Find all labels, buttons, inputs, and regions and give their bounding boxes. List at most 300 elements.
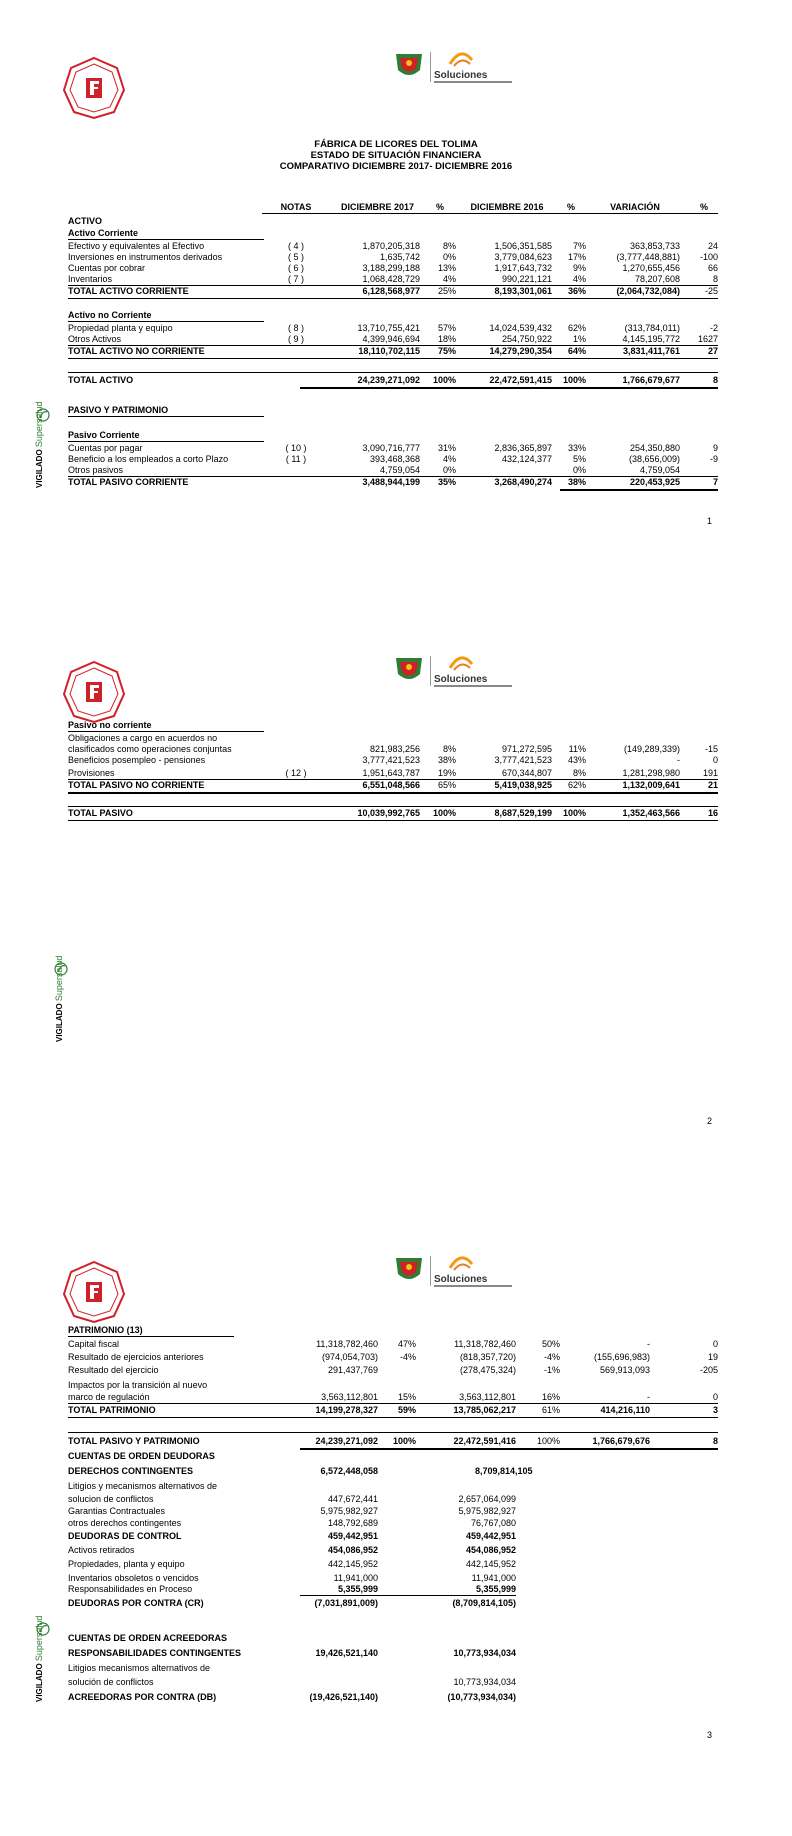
row-variacion: - [647, 1339, 650, 1349]
total-pct-2016: 36% [567, 286, 586, 296]
acreedoras-row [0, 1633, 792, 1644]
orden-value-2017: 5,355,999 [337, 1584, 378, 1594]
section-anc-label: Activo no Corriente [68, 310, 152, 320]
row-pct-var: 8 [712, 274, 718, 284]
table-row [0, 454, 792, 465]
orden-label: solucion de conflictos [68, 1494, 154, 1504]
soluciones-swirl-icon [448, 50, 474, 68]
row-label: Capital fiscal [68, 1339, 120, 1349]
row-pct-2016: -1% [543, 1365, 560, 1375]
table-row [0, 755, 792, 766]
total-pasivo-row [0, 808, 792, 819]
double-rule [300, 1448, 718, 1450]
row-notas: ( 4 ) [287, 241, 304, 251]
row-pct-var: 9 [712, 443, 718, 453]
row-value-2016: 3,563,112,801 [459, 1392, 516, 1402]
acreedoras-value-2017: 19,426,521,140 [315, 1648, 378, 1658]
header-rule [262, 213, 718, 214]
section-activo [0, 216, 792, 227]
vigilado-label: VIGILADO [55, 1003, 64, 1042]
total-rule [68, 806, 718, 807]
section-rule [68, 731, 264, 732]
row-value-2017: 13,710,755,421 [357, 323, 420, 333]
total-pct-var: 8 [712, 375, 718, 385]
row-label-line1: Impactos por la transición al nuevo [68, 1380, 208, 1390]
tolima-coat-of-arms-icon [392, 1254, 426, 1284]
total-value-2016: 22,472,591,416 [453, 1436, 516, 1446]
total-rule [68, 372, 718, 373]
table-row [0, 241, 792, 252]
row-pct-2017: 8% [442, 241, 456, 251]
orden-label: Inventarios obsoletos o vencidos [68, 1573, 199, 1583]
double-rule [560, 489, 718, 491]
row-pct-2017: 0% [442, 252, 456, 262]
total-label: TOTAL PASIVO NO CORRIENTE [68, 780, 205, 790]
double-rule [68, 792, 718, 794]
total-row [0, 286, 792, 297]
row-pct-2017: 4% [442, 454, 456, 464]
orden-value-2017: 5,975,982,927 [320, 1506, 378, 1516]
orden-label: CUENTAS DE ORDEN DEUDORAS [68, 1451, 215, 1461]
vigilado-supersalud-badge [34, 401, 74, 488]
row-label: Provisiones [68, 768, 115, 778]
row-notas: ( 10 ) [285, 443, 307, 453]
tolima-coat-of-arms-icon [392, 654, 426, 684]
orden-value-2017: 442,145,952 [327, 1559, 378, 1569]
row-value-2016: 1,917,643,732 [494, 263, 552, 273]
header-logos [392, 654, 512, 690]
total-activo-row [0, 375, 792, 386]
acreedoras-label: CUENTAS DE ORDEN ACREEDORAS [68, 1633, 228, 1643]
row-pct-var: 24 [707, 241, 718, 251]
total-pct-var: 16 [707, 808, 718, 818]
logo-divider [430, 1256, 431, 1286]
orden-row [0, 1573, 792, 1584]
row-variacion: 363,853,733 [629, 241, 680, 251]
row-value-2017: 3,090,716,777 [362, 443, 420, 453]
total-label: TOTAL ACTIVO [68, 375, 134, 385]
total-label: TOTAL PASIVO [68, 808, 133, 818]
total-variacion: 220,453,925 [629, 477, 680, 487]
row-pct-2016: 4% [572, 274, 586, 284]
section-pc-label: Pasivo Corriente [68, 430, 140, 440]
total-pct-2017: 59% [397, 1405, 416, 1415]
acreedoras-value-2016: (10,773,934,034) [447, 1692, 516, 1702]
vigilado-text [34, 1616, 44, 1702]
row-value-2017: 3,777,421,523 [362, 755, 420, 765]
row-pct-2017: 15% [397, 1392, 416, 1402]
section-pasivo-patrimonio [0, 405, 792, 416]
orden-label: otros derechos contingentes [68, 1518, 182, 1528]
header-logos [392, 50, 512, 86]
total-variacion: (2,064,732,084) [616, 286, 680, 296]
row-value-2016: 990,221,121 [501, 274, 552, 284]
row-notas: ( 6 ) [287, 263, 304, 273]
acreedoras-value-2017: (19,426,521,140) [309, 1692, 378, 1702]
orden-row [0, 1584, 792, 1595]
row-pct-2016: 7% [572, 241, 586, 251]
row-pct-var: 0 [712, 1339, 718, 1349]
total-pct-var: 7 [712, 477, 718, 487]
vigilado-supersalud-badge [34, 1615, 74, 1702]
row-value-2016: 3,779,084,623 [494, 252, 552, 262]
row-label: clasificados como operaciones conjuntas [68, 744, 232, 754]
row-pct-2016: 9% [572, 263, 586, 273]
col-variacion: VARIACIÓN [610, 202, 660, 212]
total-value-2016: 3,268,490,274 [494, 477, 552, 487]
total-variacion: 1,766,679,677 [622, 375, 680, 385]
soluciones-underline [434, 685, 512, 687]
table-row [0, 465, 792, 476]
row-pct-2017: -4% [399, 1352, 416, 1362]
row-value-2017: 11,318,782,460 [316, 1339, 378, 1349]
acreedoras-row [0, 1677, 792, 1688]
row-notas: ( 7 ) [287, 274, 304, 284]
orden-label: DEUDORAS POR CONTRA (CR) [68, 1598, 204, 1608]
row-value-2017: 1,635,742 [379, 252, 420, 262]
table-row [0, 252, 792, 263]
row-variacion: 1,270,655,456 [622, 263, 680, 273]
orden-row [0, 1545, 792, 1556]
soluciones-underline [434, 81, 512, 83]
section-rule [68, 416, 264, 417]
row-pct-2017: 8% [442, 744, 456, 754]
soluciones-logo [434, 50, 514, 84]
total-value-2017: 14,199,278,327 [315, 1405, 378, 1415]
row-variacion: (149,289,339) [623, 744, 680, 754]
total-value-2016: 13,785,062,217 [453, 1405, 516, 1415]
supersalud-label: Supersalud [34, 401, 44, 448]
row-variacion: (313,784,011) [624, 323, 680, 333]
row-value-2017: 1,870,205,318 [362, 241, 420, 251]
row-pct-2016: 50% [541, 1339, 560, 1349]
double-rule [300, 387, 718, 389]
orden-row [0, 1451, 792, 1462]
table-row [0, 768, 792, 779]
row-pct-2016: 1% [572, 334, 586, 344]
orden-label: Garantias Contractuales [68, 1506, 166, 1516]
total-label: TOTAL ACTIVO NO CORRIENTE [68, 346, 205, 356]
row-pct-2016: -4% [543, 1352, 560, 1362]
orden-value-2016: 442,145,952 [465, 1559, 516, 1569]
row-value-2016: 432,124,377 [501, 454, 552, 464]
col-pct-2016: % [566, 202, 575, 212]
orden-value-2016: 2,657,064,099 [458, 1494, 516, 1504]
table-row [0, 1352, 792, 1363]
row-pct-2016: 17% [567, 252, 586, 262]
row-value-2016: 1,506,351,585 [494, 241, 552, 251]
row-variacion: 4,759,054 [639, 465, 680, 475]
row-pct-2017: 31% [437, 443, 456, 453]
orden-value-2016: 8,709,814,105 [475, 1466, 533, 1476]
table-row [0, 744, 792, 755]
section-patrimonio [0, 1325, 792, 1336]
orden-value-2016: 76,767,080 [470, 1518, 516, 1528]
page-number: 2 [707, 1116, 713, 1126]
total-pct-2016: 61% [541, 1405, 560, 1415]
table-row [0, 1392, 792, 1403]
row-pct-var: 0 [712, 1392, 718, 1402]
row-label: Inventarios [68, 274, 113, 284]
orden-row [0, 1494, 792, 1505]
orden-row [0, 1531, 792, 1542]
vigilado-label: VIGILADO [35, 1663, 44, 1702]
orden-row [0, 1598, 792, 1609]
section-activo-corriente [0, 228, 792, 239]
orden-value-2017: (7,031,891,009) [314, 1598, 378, 1608]
col-pct-var: % [699, 202, 708, 212]
total-value-2017: 3,488,944,199 [362, 477, 420, 487]
section-rule [68, 321, 264, 322]
row-notas: ( 11 ) [285, 454, 307, 464]
row-notas: ( 8 ) [287, 323, 304, 333]
soluciones-text: Soluciones [434, 70, 488, 81]
total-pct-2017: 75% [437, 346, 456, 356]
orden-value-2016: 454,086,952 [465, 1545, 516, 1555]
section-rule [68, 441, 264, 442]
soluciones-swirl-icon [448, 654, 474, 672]
acreedoras-label: ACREEDORAS POR CONTRA (DB) [68, 1692, 217, 1702]
row-value-2016: (818,357,720) [459, 1352, 516, 1362]
orden-value-2017: 11,941,000 [333, 1573, 378, 1583]
total-variacion: 1,132,009,641 [622, 780, 680, 790]
orden-row [0, 1518, 792, 1529]
row-value-2017: 1,068,428,729 [362, 274, 420, 284]
logo-divider [430, 656, 431, 686]
table-row-continuation [0, 733, 792, 744]
row-variacion: 254,350,880 [629, 443, 680, 453]
section-rule [68, 239, 264, 240]
total-value-2017: 6,551,048,566 [362, 780, 420, 790]
total-value-2016: 5,419,038,925 [494, 780, 552, 790]
row-pct-var: -100 [699, 252, 718, 262]
total-pct-2017: 100% [392, 1436, 416, 1446]
row-pct-2016: 0% [572, 465, 586, 475]
row-pct-var: 0 [712, 755, 718, 765]
total-pct-2016: 38% [567, 477, 586, 487]
orden-value-2016: 5,975,982,927 [458, 1506, 516, 1516]
row-pct-var: -2 [709, 323, 718, 333]
orden-value-2017: 454,086,952 [327, 1545, 378, 1555]
table-row [0, 1339, 792, 1350]
row-value-2016: 2,836,365,897 [494, 443, 552, 453]
row-label: Resultado del ejercicio [68, 1365, 159, 1375]
page-1 [0, 0, 792, 560]
row-variacion: (38,656,009) [628, 454, 680, 464]
table-row-continuation [0, 1380, 792, 1391]
row-pct-2017: 4% [442, 274, 456, 284]
total-pct-var: 3 [712, 1405, 718, 1415]
total-value-2017: 10,039,992,765 [357, 808, 420, 818]
total-pct-2017: 100% [432, 808, 456, 818]
row-value-2016: 971,272,595 [501, 744, 552, 754]
table-row [0, 1365, 792, 1376]
total-pct-var: 27 [707, 346, 718, 356]
total-variacion: 3,831,411,761 [622, 346, 680, 356]
table-row [0, 274, 792, 285]
column-header-row [0, 202, 792, 213]
orden-label: Activos retirados [68, 1545, 135, 1555]
total-rule [68, 1417, 718, 1418]
row-label: Otros Activos [68, 334, 122, 344]
soluciones-logo [434, 1254, 514, 1288]
total-pct-2016: 100% [562, 375, 586, 385]
row-value-2017: 393,468,368 [369, 454, 420, 464]
row-pct-2017: 57% [437, 323, 456, 333]
total-label: TOTAL ACTIVO CORRIENTE [68, 286, 189, 296]
row-variacion: 4,145,195,772 [622, 334, 680, 344]
soluciones-logo [434, 654, 514, 688]
row-variacion: (3,777,448,881) [616, 252, 680, 262]
row-value-2017: 3,188,299,188 [362, 263, 420, 273]
table-row [0, 334, 792, 345]
row-value-2017: 4,759,054 [379, 465, 420, 475]
total-value-2017: 18,110,702,115 [358, 346, 420, 356]
section-rule [68, 1336, 234, 1337]
acreedoras-label: Litigios mecanismos alternativos de [68, 1663, 211, 1673]
report-title [0, 139, 792, 172]
row-pct-2017: 18% [437, 334, 456, 344]
orden-label: Litigios y mecanismos alternativos de [68, 1481, 218, 1491]
orden-label: Propiedades, planta y equipo [68, 1559, 185, 1569]
vigilado-text [34, 402, 44, 488]
acreedoras-label: solución de conflictos [68, 1677, 154, 1687]
row-label: Otros pasivos [68, 465, 124, 475]
total-label: TOTAL PATRIMONIO [68, 1405, 156, 1415]
row-pct-var: -15 [704, 744, 718, 754]
row-pct-var: 66 [707, 263, 718, 273]
orden-label: DERECHOS CONTINGENTES [68, 1466, 194, 1476]
total-pct-2017: 100% [432, 375, 456, 385]
total-pct-2017: 25% [437, 286, 456, 296]
total-value-2016: 14,279,290,354 [489, 346, 552, 356]
row-value-2016: 14,024,539,432 [489, 323, 552, 333]
row-notas: ( 12 ) [285, 768, 307, 778]
row-pct-2017: 13% [437, 263, 456, 273]
row-pct-2017: 19% [437, 768, 456, 778]
vigilado-text [54, 956, 64, 1042]
orden-value-2017: 447,672,441 [327, 1494, 378, 1504]
row-notas: ( 9 ) [287, 334, 304, 344]
orden-row [0, 1481, 792, 1492]
total-pct-var: 8 [712, 1436, 718, 1446]
total-value-2017: 6,128,568,977 [362, 286, 420, 296]
total-label: TOTAL PASIVO CORRIENTE [68, 477, 189, 487]
total-pct-2016: 100% [536, 1436, 560, 1446]
total-row [0, 1405, 792, 1416]
total-pct-var: 21 [707, 780, 718, 790]
total-label: TOTAL PASIVO Y PATRIMONIO [68, 1436, 200, 1446]
row-pct-2017: 47% [397, 1339, 416, 1349]
orden-value-2016: 11,941,000 [471, 1573, 516, 1583]
title-line-3: COMPARATIVO DICIEMBRE 2017- DICIEMBRE 2016 [279, 161, 513, 172]
title-line-1: FÁBRICA DE LICORES DEL TOLIMA [314, 139, 478, 150]
orden-value-2017: 148,792,689 [327, 1518, 378, 1528]
orden-label: DEUDORAS DE CONTROL [68, 1531, 182, 1541]
total-variacion: 1,352,463,566 [622, 808, 680, 818]
total-pct-2016: 62% [567, 780, 586, 790]
row-value-2017: 821,983,256 [369, 744, 420, 754]
total-pct-2017: 35% [437, 477, 456, 487]
col-notas: NOTAS [280, 202, 312, 212]
row-pct-2016: 43% [567, 755, 586, 765]
soluciones-text: Soluciones [434, 1274, 488, 1285]
total-value-2016: 22,472,591,415 [489, 375, 552, 385]
row-value-2016: 254,750,922 [501, 334, 552, 344]
row-label: Propiedad planta y equipo [68, 323, 173, 333]
acreedoras-value-2016: 10,773,934,034 [453, 1648, 516, 1658]
total-value-2017: 24,239,271,092 [315, 1436, 378, 1446]
row-label: Cuentas por cobrar [68, 263, 146, 273]
title-line-2: ESTADO DE SITUACIÓN FINANCIERA [310, 150, 482, 161]
row-variacion: - [647, 1392, 650, 1402]
fabrica-licores-seal-icon [62, 660, 126, 724]
orden-value-2016: 459,442,951 [465, 1531, 516, 1541]
row-value-2016: 11,318,782,460 [454, 1339, 516, 1349]
col-pct-2017: % [435, 202, 444, 212]
row-variacion: - [677, 755, 680, 765]
acreedoras-value-2016: 10,773,934,034 [453, 1677, 516, 1687]
row-pct-2016: 33% [567, 443, 586, 453]
total-pct-2017: 65% [437, 780, 456, 790]
row-pct-2016: 5% [572, 454, 586, 464]
total-value-2016: 8,193,301,061 [494, 286, 552, 296]
fabrica-licores-seal-icon [62, 56, 126, 120]
section-pyp-label: PASIVO Y PATRIMONIO [68, 405, 169, 415]
orden-value-2016: (8,709,814,105) [452, 1598, 516, 1608]
acreedoras-row [0, 1663, 792, 1674]
row-value-2017: 4,399,946,694 [362, 334, 420, 344]
total-rule [68, 820, 718, 821]
row-label: Beneficios posempleo - pensiones [68, 755, 206, 765]
section-activo-corriente-label: Activo Corriente [68, 228, 139, 238]
vigilado-label: VIGILADO [35, 449, 44, 488]
row-pct-2016: 62% [567, 323, 586, 333]
orden-value-2017: 459,442,951 [327, 1531, 378, 1541]
soluciones-text: Soluciones [434, 674, 488, 685]
row-variacion: 569,913,093 [599, 1365, 650, 1375]
vigilado-supersalud-badge [34, 955, 74, 1042]
row-label: Cuentas por pagar [68, 443, 143, 453]
total-row [0, 477, 792, 488]
header-logos [392, 1254, 512, 1290]
row-notas: ( 5 ) [287, 252, 304, 262]
row-pct-2016: 16% [541, 1392, 560, 1402]
total-pct-2016: 100% [562, 808, 586, 818]
total-rule [300, 1595, 516, 1596]
page-number: 1 [707, 516, 713, 526]
page-number: 3 [707, 1730, 713, 1740]
fabrica-licores-seal-icon [62, 1260, 126, 1324]
section-pasivo-corriente [0, 430, 792, 441]
row-value-2017: 291,437,769 [327, 1365, 378, 1375]
orden-row [0, 1506, 792, 1517]
page-2 [0, 620, 792, 1180]
row-pct-var: 19 [707, 1352, 718, 1362]
col-dic-2016: DICIEMBRE 2016 [470, 202, 544, 212]
supersalud-label: Supersalud [34, 1615, 44, 1662]
total-rule [68, 1432, 718, 1433]
orden-row [0, 1559, 792, 1570]
table-row [0, 443, 792, 454]
total-value-2016: 8,687,529,199 [494, 808, 552, 818]
total-rule [68, 298, 718, 299]
section-pasivo-no-corriente [0, 720, 792, 731]
orden-value-2017: 6,572,448,058 [320, 1466, 378, 1476]
row-label: Resultado de ejercicios anteriores [68, 1352, 204, 1362]
total-rule [68, 1403, 718, 1404]
orden-row [0, 1466, 792, 1477]
